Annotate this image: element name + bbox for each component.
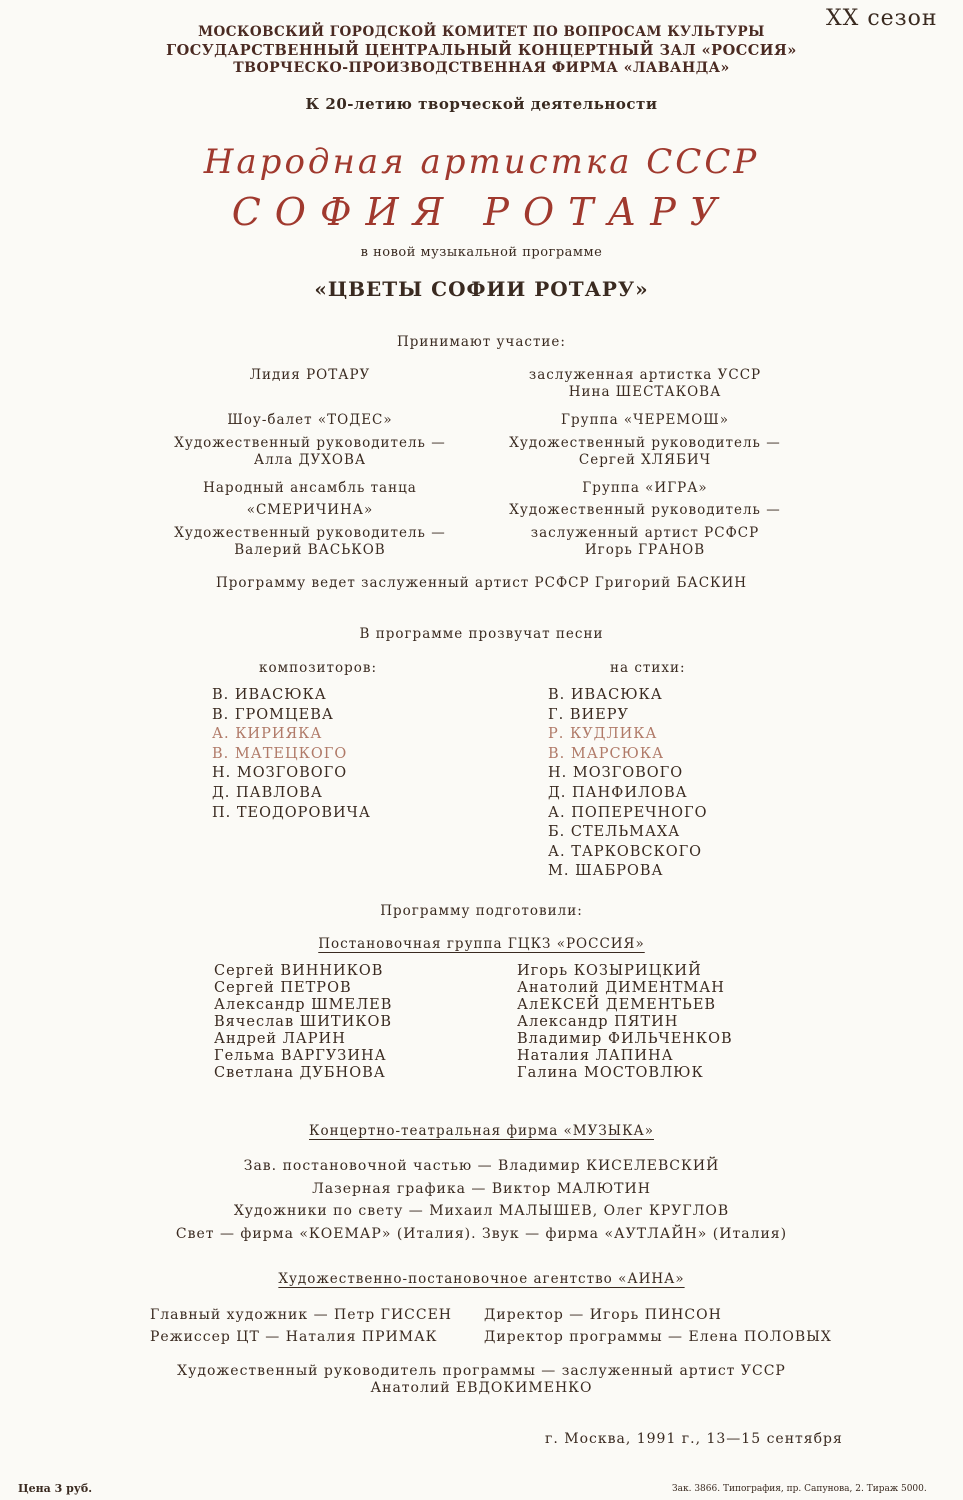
crew-member: Александр ПЯТИН bbox=[517, 1014, 679, 1030]
participant-shestakova-title: заслуженная артистка УССР bbox=[528, 367, 762, 383]
music-firm-line1: Зав. постановочной частью — Владимир КИСЕЛЕВСКИЙ bbox=[243, 1158, 720, 1174]
agency-director: Директор — Игорь ПИНСОН bbox=[484, 1307, 722, 1323]
lyricist-item: Б. СТЕЛЬМАХА bbox=[548, 824, 681, 841]
agency-art-director: Главный художник — Петр ГИССЕН bbox=[150, 1307, 453, 1323]
participant-cheremosh-leader: Сергей ХЛЯБИЧ bbox=[578, 452, 712, 468]
crew-member: АлЕКСЕЙ ДЕМЕНТЬЕВ bbox=[517, 997, 717, 1013]
lyricist-item: В. ИВАСЮКА bbox=[548, 687, 663, 703]
header-committee: МОСКОВСКИЙ ГОРОДСКОЙ КОМИТЕТ ПО ВОПРОСАМ КУЛЬТУРЫ bbox=[198, 24, 765, 40]
crew-left-list bbox=[214, 963, 392, 1082]
composer-item: В. ИВАСЮКА bbox=[212, 687, 327, 703]
composer-item: В. ГРОМЦЕВА bbox=[212, 706, 334, 723]
host-line: Программу ведет заслуженный артист РСФСР Григорий БАСКИН bbox=[215, 575, 748, 591]
lyricist-item: Г. ВИЕРУ bbox=[548, 706, 629, 723]
participant-cheremosh: Группа «ЧЕРЕМОШ» bbox=[561, 412, 729, 428]
agency-tv-director: Режиссер ЦТ — Наталия ПРИМАК bbox=[150, 1329, 438, 1345]
crew-member: Андрей ЛАРИН bbox=[214, 1031, 346, 1047]
participant-igra-title: заслуженный артист РСФСР bbox=[530, 525, 760, 541]
crew-group-title: Постановочная группа ГЦКЗ «РОССИЯ» bbox=[318, 936, 645, 952]
participant-igra-leader: Игорь ГРАНОВ bbox=[584, 542, 706, 558]
lyricist-item: А. ПОПЕРЕЧНОГО bbox=[548, 804, 708, 821]
participants-heading: Принимают участие: bbox=[397, 334, 566, 350]
artistic-director-title: Художественный руководитель программы — заслуженный артист УССР bbox=[177, 1363, 786, 1379]
music-firm-line3: Художники по свету — Михаил МАЛЫШЕВ, Олег КРУГЛОВ bbox=[233, 1203, 730, 1219]
participant-todes: Шоу-балет «ТОДЕС» bbox=[227, 412, 393, 428]
composer-item: П. ТЕОДОРОВИЧА bbox=[212, 804, 371, 821]
lyricists-list bbox=[548, 686, 708, 882]
crew-member: Наталия ЛАПИНА bbox=[517, 1048, 674, 1064]
participant-ensemble: Народный ансамбль танца bbox=[203, 480, 417, 496]
participant-smerichina-role: Художественный руководитель — bbox=[174, 525, 446, 541]
program-subtitle: в новой музыкальной программе bbox=[360, 245, 603, 260]
crew-member: Сергей ПЕТРОВ bbox=[214, 980, 352, 996]
participant-shestakova: Нина ШЕСТАКОВА bbox=[568, 384, 722, 400]
crew-member: Вячеслав ШИТИКОВ bbox=[214, 1014, 392, 1030]
participant-todes-leader: Алла ДУХОВА bbox=[253, 452, 367, 468]
lyricist-item: Д. ПАНФИЛОВА bbox=[548, 784, 688, 801]
artist-title: Народная артистка СССР bbox=[203, 142, 760, 182]
crew-member: Анатолий ДИМЕНТМАН bbox=[517, 980, 725, 996]
composer-item: Н. МОЗГОВОГО bbox=[212, 765, 348, 782]
crew-member: Сергей ВИННИКОВ bbox=[214, 963, 384, 979]
composer-item: Д. ПАВЛОВА bbox=[212, 784, 323, 801]
music-firm-title: Концертно-театральная фирма «МУЗЫКА» bbox=[309, 1123, 654, 1139]
crew-member: Галина МОСТОВЛЮК bbox=[517, 1065, 704, 1081]
agency-title: Художественно-постановочное агентство «АИНА» bbox=[278, 1271, 685, 1287]
crew-member: Владимир ФИЛЬЧЕНКОВ bbox=[517, 1031, 733, 1047]
crew-member: Светлана ДУБНОВА bbox=[214, 1065, 386, 1081]
lyricist-item: М. ШАБРОВА bbox=[548, 863, 664, 880]
songs-heading: В программе прозвучат песни bbox=[359, 626, 604, 642]
anniversary-line: К 20-летию творческой деятельности bbox=[305, 95, 658, 113]
crew-member: Александр ШМЕЛЕВ bbox=[214, 997, 393, 1013]
lyrics-label: на стихи: bbox=[610, 660, 686, 676]
composer-item: В. МАТЕЦКОГО bbox=[212, 745, 348, 762]
lyricist-item: Р. КУДЛИКА bbox=[548, 726, 658, 743]
place-date: г. Москва, 1991 г., 13—15 сентября bbox=[545, 1431, 843, 1447]
price-label: Цена 3 руб. bbox=[18, 1482, 93, 1495]
crew-member: Гельма ВАРГУЗИНА bbox=[214, 1048, 387, 1064]
participant-lidia: Лидия РОТАРУ bbox=[249, 367, 371, 383]
print-info: Зак. 3866. Типография, пр. Сапунова, 2. Тираж 5000. bbox=[672, 1484, 927, 1494]
season-label: XX сезон bbox=[826, 6, 938, 31]
participant-smerichina-leader: Валерий ВАСЬКОВ bbox=[234, 542, 386, 558]
agency-program-director: Директор программы — Елена ПОЛОВЫХ bbox=[484, 1329, 832, 1345]
header-hall: ГОСУДАРСТВЕННЫЙ ЦЕНТРАЛЬНЫЙ КОНЦЕРТНЫЙ ЗАЛ «РОССИЯ» bbox=[166, 42, 797, 59]
lyricist-item: А. ТАРКОВСКОГО bbox=[548, 843, 703, 860]
music-firm-line2: Лазерная графика — Виктор МАЛЮТИН bbox=[312, 1181, 651, 1197]
participant-cheremosh-role: Художественный руководитель — bbox=[509, 435, 781, 451]
artist-name: СОФИЯ РОТАРУ bbox=[231, 190, 732, 234]
participant-igra: Группа «ИГРА» bbox=[582, 480, 708, 496]
crew-right-list bbox=[517, 963, 733, 1082]
program-title: «ЦВЕТЫ СОФИИ РОТАРУ» bbox=[314, 277, 649, 301]
participant-igra-role: Художественный руководитель — bbox=[509, 502, 781, 518]
crew-heading: Программу подготовили: bbox=[380, 903, 583, 919]
composers-label: композиторов: bbox=[259, 660, 378, 676]
participant-smerichina: «СМЕРИЧИНА» bbox=[246, 502, 374, 518]
participant-todes-role: Художественный руководитель — bbox=[174, 435, 446, 451]
lyricist-item: Н. МОЗГОВОГО bbox=[548, 765, 684, 782]
crew-member: Игорь КОЗЫРИЦКИЙ bbox=[517, 963, 702, 979]
composers-list bbox=[212, 686, 371, 823]
lyricist-item: В. МАРСЮКА bbox=[548, 745, 665, 762]
header-firm: ТВОРЧЕСКО-ПРОИЗВОДСТВЕННАЯ ФИРМА «ЛАВАНДА» bbox=[233, 60, 730, 76]
artistic-director-name: Анатолий ЕВДОКИМЕНКО bbox=[370, 1380, 593, 1396]
composer-item: А. КИРИЯКА bbox=[212, 726, 323, 743]
music-firm-line4: Свет — фирма «КОЕМАР» (Италия). Звук — фирма «АУТЛАЙН» (Италия) bbox=[175, 1226, 788, 1242]
